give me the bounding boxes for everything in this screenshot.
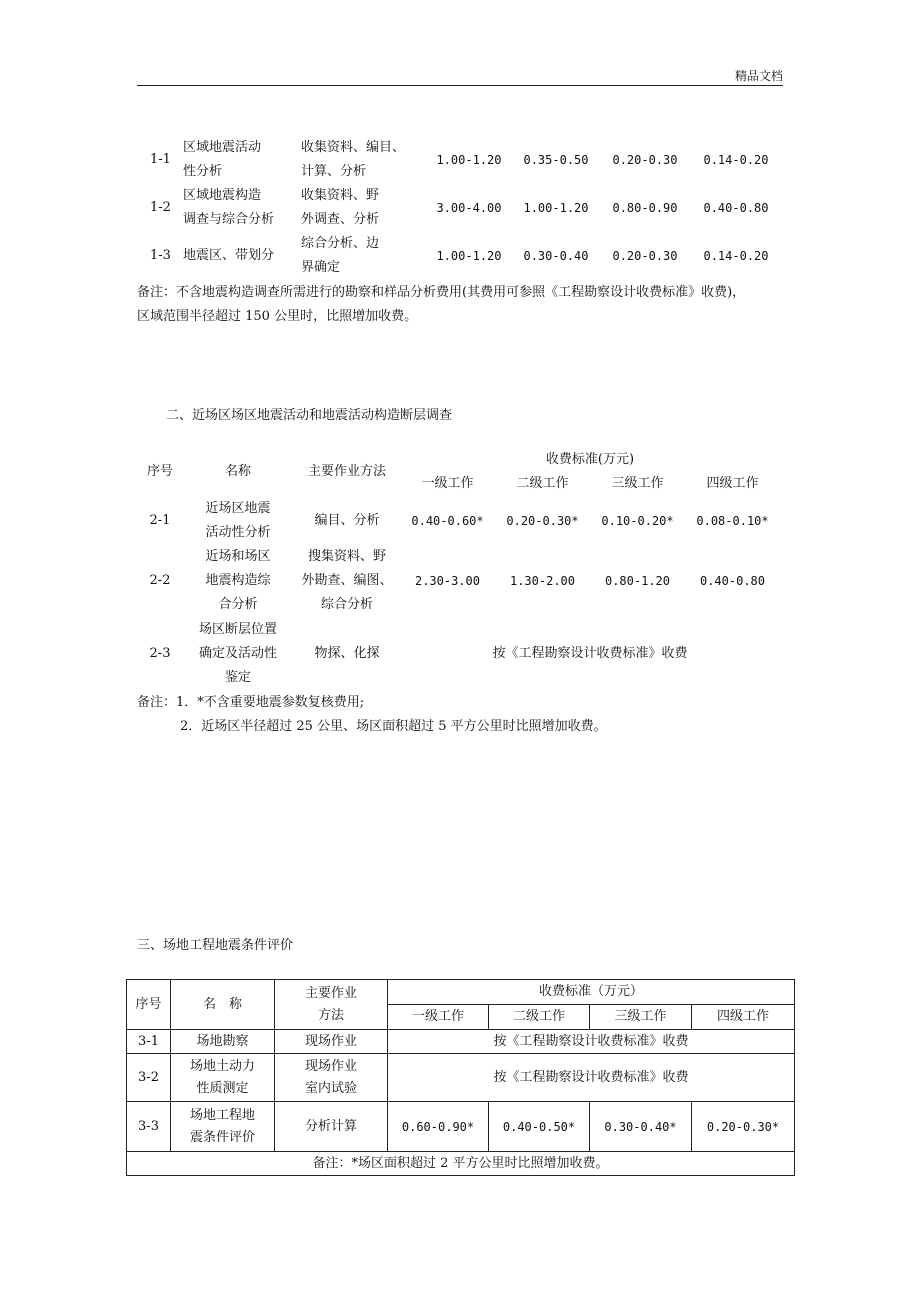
fee-level-1: 0.60-0.90* <box>388 1102 489 1152</box>
fee-level-2: 1.30-2.00 <box>509 574 576 588</box>
fee-level-3: 0.30-0.40* <box>590 1102 692 1152</box>
row-id: 2-1 <box>149 513 171 528</box>
row-name: 合分析 <box>218 597 258 612</box>
page-header-label: 精品文档 <box>734 69 783 83</box>
row-name-line: 场地工程地 <box>189 1107 255 1123</box>
row-id: 3-1 <box>127 1030 171 1054</box>
fee-standard-reference: 按《工程勘察设计收费标准》收费 <box>388 1030 795 1054</box>
row-id: 1-1 <box>150 152 171 167</box>
row-method: 综合分析、边 <box>301 236 380 251</box>
fee-level-4: 0.14-0.20 <box>703 153 769 167</box>
header-level-3: 三级工作 <box>590 1005 692 1030</box>
fee-level-4: 0.20-0.30* <box>692 1102 795 1152</box>
row-method: 现场作业 <box>275 1030 388 1054</box>
fee-level-4: 0.14-0.20 <box>703 249 769 263</box>
row-method: 外勘查、编图、 <box>301 573 393 588</box>
row-method: 外调查、分析 <box>301 212 380 227</box>
row-name: 鉴定 <box>224 670 251 685</box>
row-name: 确定及活动性 <box>198 646 277 661</box>
fee-level-3: 0.10-0.20* <box>601 514 674 528</box>
row-name: 场区断层位置 <box>198 622 277 637</box>
fee-level-1: 3.00-4.00 <box>436 201 502 215</box>
header-fee: 收费标准（万元） <box>388 980 795 1005</box>
fee-level-2: 0.20-0.30* <box>506 514 579 528</box>
row-name <box>171 1054 275 1102</box>
header-id: 序号 <box>146 464 173 479</box>
header-method: 主要作业方法 <box>307 464 386 479</box>
row-name: 近场和场区 <box>205 549 271 564</box>
row-id: 2-2 <box>149 573 171 588</box>
table-row <box>127 1054 795 1102</box>
header-fee: 收费标准(万元) <box>545 452 635 467</box>
section2-title: 二、近场区场区地震活动和地震活动构造断层调查 <box>166 408 453 423</box>
fee-standard-reference: 按《工程勘察设计收费标准》收费 <box>388 1054 795 1102</box>
row-name: 区域地震构造 <box>183 188 262 203</box>
section3-table <box>126 979 795 1176</box>
fee-level-3: 0.80-0.90 <box>612 201 678 215</box>
fee-level-2: 1.00-1.20 <box>523 201 589 215</box>
fee-level-2: 0.40-0.50* <box>489 1102 590 1152</box>
fee-level-4: 0.40-0.80 <box>703 201 769 215</box>
row-name: 场地勘察 <box>171 1030 275 1054</box>
fee-level-1: 1.00-1.20 <box>436 153 502 167</box>
row-id: 1-2 <box>150 200 171 215</box>
row-id: 3-2 <box>127 1054 171 1102</box>
fee-level-3: 0.80-1.20 <box>604 574 671 588</box>
header-level-3: 三级工作 <box>611 476 664 491</box>
row-name-line: 震条件评价 <box>189 1129 255 1145</box>
section2-note: 2．近场区半径超过 25 公里、场区面积超过 5 平方公里时比照增加收费。 <box>180 719 607 734</box>
row-method: 收集资料、野 <box>301 188 380 203</box>
row-id: 3-3 <box>127 1102 171 1152</box>
fee-level-2: 0.35-0.50 <box>523 153 589 167</box>
row-id: 2-3 <box>149 646 171 661</box>
header-divider <box>137 85 783 86</box>
header-id: 序号 <box>127 980 171 1030</box>
row-name: 近场区地震 <box>205 501 271 516</box>
section1-note: 区域范围半径超过 150 公里时，比照增加收费。 <box>137 309 418 324</box>
fee-standard-reference: 按《工程勘察设计收费标准》收费 <box>492 646 688 661</box>
fee-level-1: 1.00-1.20 <box>436 249 502 263</box>
table-row <box>127 1030 795 1054</box>
row-name-line: 性质测定 <box>196 1080 249 1096</box>
row-method: 搜集资料、野 <box>307 549 386 564</box>
row-method-line: 室内试验 <box>304 1080 357 1096</box>
row-name-line: 场地土动力 <box>189 1058 255 1074</box>
header-level-4: 四级工作 <box>692 1005 795 1030</box>
section2-note: 备注：1．*不含重要地震参数复核费用; <box>137 695 365 710</box>
fee-level-2: 0.30-0.40 <box>523 249 589 263</box>
fee-level-4: 0.08-0.10* <box>696 514 769 528</box>
header-method-line: 方法 <box>317 1007 344 1023</box>
row-name: 地震构造综 <box>205 573 271 588</box>
row-name: 地震区、带划分 <box>183 248 275 263</box>
row-method: 分析计算 <box>275 1102 388 1152</box>
row-method: 计算、分析 <box>301 164 367 179</box>
fee-level-1: 2.30-3.00 <box>414 574 481 588</box>
header-method-line: 主要作业 <box>304 985 357 1001</box>
header-level-2: 二级工作 <box>489 1005 590 1030</box>
row-name: 调查与综合分析 <box>183 212 275 227</box>
row-method: 综合分析 <box>320 597 373 612</box>
row-method: 物探、化探 <box>314 646 380 661</box>
fee-level-1: 0.40-0.60* <box>411 514 484 528</box>
row-method <box>275 1054 388 1102</box>
row-method: 收集资料、编目、 <box>301 140 406 155</box>
section3-note: 备注：*场区面积超过 2 平方公里时比照增加收费。 <box>127 1152 795 1176</box>
section3-title: 三、场地工程地震条件评价 <box>137 938 294 953</box>
header-level-1: 一级工作 <box>388 1005 489 1030</box>
row-id: 1-3 <box>150 248 171 263</box>
header-name: 名 称 <box>171 980 275 1030</box>
header-level-1: 一级工作 <box>421 476 474 491</box>
header-level-4: 四级工作 <box>706 476 759 491</box>
row-name <box>171 1102 275 1152</box>
fee-level-4: 0.40-0.80 <box>699 574 766 588</box>
table-row <box>127 1102 795 1152</box>
header-method <box>275 980 388 1030</box>
section1-note: 备注：不含地震构造调查所需进行的勘察和样品分析费用(其费用可参照《工程勘察设计收费标准》收费)， <box>137 285 746 300</box>
row-name: 活动性分析 <box>205 525 271 540</box>
header-level-2: 二级工作 <box>516 476 569 491</box>
row-name: 区域地震活动 <box>183 140 262 155</box>
fee-level-3: 0.20-0.30 <box>612 153 678 167</box>
row-method: 编目、分析 <box>314 513 380 528</box>
row-method-line: 现场作业 <box>304 1058 357 1074</box>
header-name: 名称 <box>224 464 251 479</box>
fee-level-3: 0.20-0.30 <box>612 249 678 263</box>
row-method: 界确定 <box>301 260 341 275</box>
row-name: 性分析 <box>183 164 223 179</box>
